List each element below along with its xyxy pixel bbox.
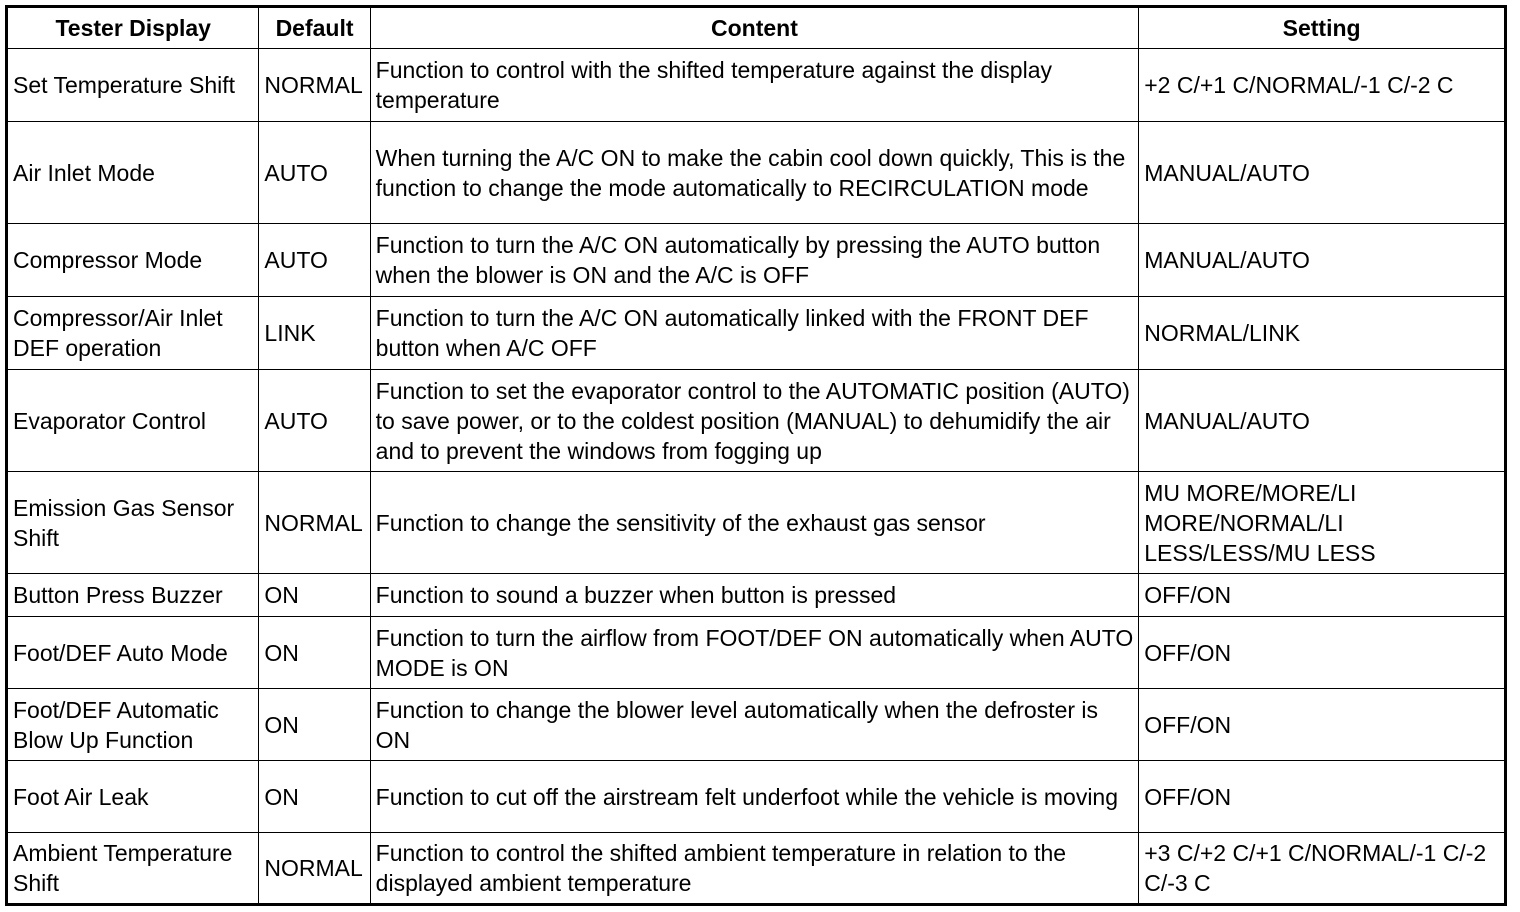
header-content: Content	[370, 7, 1139, 49]
cell-content: Function to control with the shifted temperature against the display temperature	[370, 49, 1139, 122]
cell-content: Function to change the sensitivity of the exhaust gas sensor	[370, 472, 1139, 574]
cell-content: Function to change the blower level automatically when the defroster is ON	[370, 689, 1139, 761]
cell-display: Evaporator Control	[7, 370, 259, 472]
cell-default: LINK	[259, 297, 370, 370]
table-row	[7, 833, 1506, 905]
cell-content: Function to turn the A/C ON automatically by pressing the AUTO button when the blower is ON and the A/C is OFF	[370, 224, 1139, 297]
cell-setting: OFF/ON	[1139, 689, 1506, 761]
cell-content: When turning the A/C ON to make the cabin cool down quickly, This is the function to change the mode automatically to RECIRCULATION mode	[370, 122, 1139, 224]
cell-setting: OFF/ON	[1139, 761, 1506, 833]
header-default: Default	[259, 7, 370, 49]
cell-setting: OFF/ON	[1139, 617, 1506, 689]
cell-default: AUTO	[259, 122, 370, 224]
cell-default: AUTO	[259, 224, 370, 297]
header-setting: Setting	[1139, 7, 1506, 49]
cell-default: NORMAL	[259, 472, 370, 574]
table-row	[7, 689, 1506, 761]
table-row	[7, 617, 1506, 689]
cell-content: Function to set the evaporator control to the AUTOMATIC position (AUTO) to save power, or to the coldest position (MANUAL) to dehumidify the air and to prevent the windows from fogging up	[370, 370, 1139, 472]
cell-setting: +3 C/+2 C/+1 C/NORMAL/-1 C/-2 C/-3 C	[1139, 833, 1506, 905]
cell-content: Function to turn the airflow from FOOT/DEF ON automatically when AUTO MODE is ON	[370, 617, 1139, 689]
cell-default: NORMAL	[259, 49, 370, 122]
table-row	[7, 574, 1506, 617]
cell-content: Function to cut off the airstream felt underfoot while the vehicle is moving	[370, 761, 1139, 833]
cell-display: Compressor/Air Inlet DEF operation	[7, 297, 259, 370]
cell-display: Button Press Buzzer	[7, 574, 259, 617]
table-row	[7, 370, 1506, 472]
cell-display: Ambient Temperature Shift	[7, 833, 259, 905]
cell-setting: +2 C/+1 C/NORMAL/-1 C/-2 C	[1139, 49, 1506, 122]
cell-setting: NORMAL/LINK	[1139, 297, 1506, 370]
header-tester-display: Tester Display	[7, 7, 259, 49]
cell-display: Foot/DEF Automatic Blow Up Function	[7, 689, 259, 761]
table-row	[7, 224, 1506, 297]
settings-table	[5, 5, 1507, 906]
cell-default: NORMAL	[259, 833, 370, 905]
cell-setting: MANUAL/AUTO	[1139, 224, 1506, 297]
cell-setting: MANUAL/AUTO	[1139, 122, 1506, 224]
table-row	[7, 761, 1506, 833]
cell-display: Set Temperature Shift	[7, 49, 259, 122]
cell-setting: MU MORE/MORE/LI MORE/NORMAL/LI LESS/LESS/MU LESS	[1139, 472, 1506, 574]
table-header-row	[7, 7, 1506, 49]
cell-display: Emission Gas Sensor Shift	[7, 472, 259, 574]
cell-setting: OFF/ON	[1139, 574, 1506, 617]
table-row	[7, 297, 1506, 370]
cell-default: ON	[259, 617, 370, 689]
table-row	[7, 49, 1506, 122]
cell-default: ON	[259, 689, 370, 761]
cell-setting: MANUAL/AUTO	[1139, 370, 1506, 472]
cell-default: AUTO	[259, 370, 370, 472]
table-row	[7, 122, 1506, 224]
settings-table-container	[5, 5, 1507, 906]
cell-default: ON	[259, 574, 370, 617]
cell-display: Foot/DEF Auto Mode	[7, 617, 259, 689]
cell-content: Function to control the shifted ambient temperature in relation to the displayed ambient temperature	[370, 833, 1139, 905]
cell-display: Compressor Mode	[7, 224, 259, 297]
cell-default: ON	[259, 761, 370, 833]
cell-content: Function to sound a buzzer when button is pressed	[370, 574, 1139, 617]
cell-display: Foot Air Leak	[7, 761, 259, 833]
cell-content: Function to turn the A/C ON automatically linked with the FRONT DEF button when A/C OFF	[370, 297, 1139, 370]
cell-display: Air Inlet Mode	[7, 122, 259, 224]
table-row	[7, 472, 1506, 574]
